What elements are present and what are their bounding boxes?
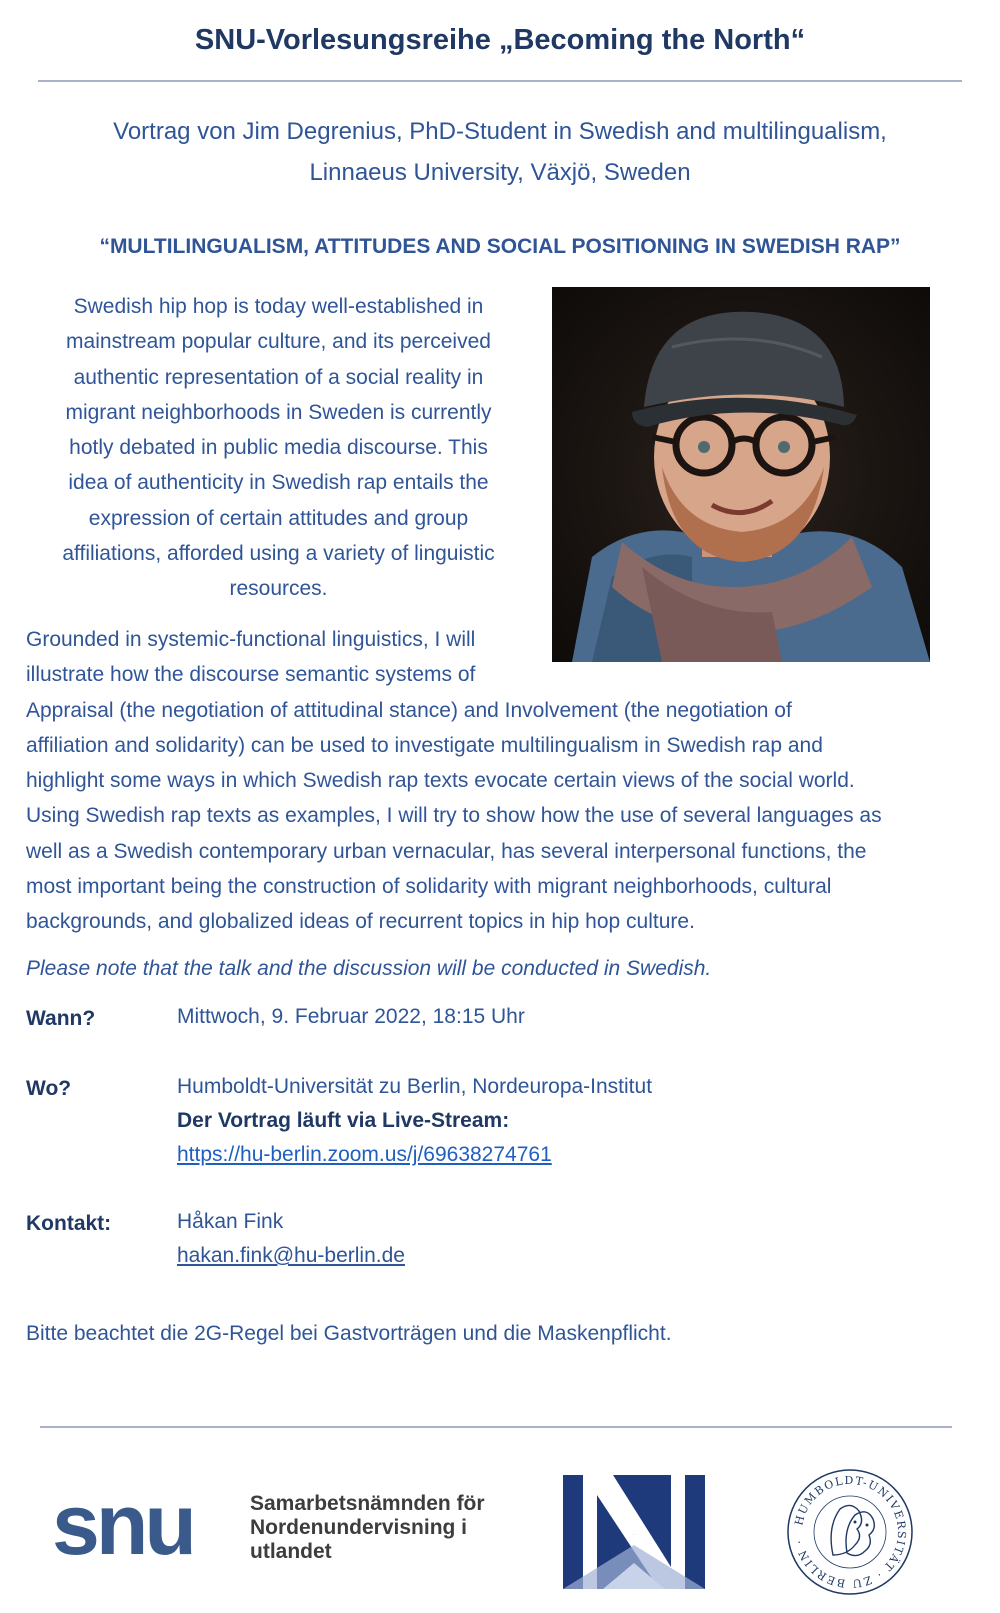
when-label: Wann? <box>26 1007 96 1030</box>
ni-logo-mark: NI <box>633 1535 635 1536</box>
contact-email-link[interactable]: hakan.fink@hu-berlin.de <box>177 1244 405 1267</box>
bottom-divider <box>40 1426 952 1428</box>
abstract-line: affiliations, afforded using a variety of linguistic <box>62 542 495 566</box>
abstract-paragraph-2 <box>26 622 966 940</box>
where-details <box>177 1070 652 1172</box>
where-label: Wo? <box>26 1077 72 1100</box>
abstract-line: Using Swedish rap texts as examples, I will try to show how the use of several languages as <box>26 804 882 828</box>
abstract-line: Swedish hip hop is today well-established in <box>73 295 484 318</box>
contact-details <box>177 1205 405 1273</box>
abstract-line: hotly debated in public media discourse. This <box>69 436 488 460</box>
abstract-line: most important being the construction of solidarity with migrant neighborhoods, cultural <box>26 875 832 899</box>
abstract-line: illustrate how the discourse semantic systems of <box>26 663 476 687</box>
snu-logo <box>52 1482 512 1572</box>
abstract-line: mainstream popular culture, and its perceived <box>66 330 491 354</box>
contact-name: Håkan Fink <box>177 1210 284 1233</box>
top-divider <box>38 80 962 82</box>
abstract-line: highlight some ways in which Swedish rap texts evocate certain views of the social world. <box>26 769 855 793</box>
seal-ring-text: HUMBOLDT-UNIVERSITÄT · ZU BERLIN · <box>792 1473 909 1591</box>
abstract-line: migrant neighborhoods in Sweden is currently <box>65 400 492 424</box>
language-note: Please note that the talk and the discussion will be conducted in Swedish. <box>26 957 712 980</box>
speaker-line-2: Linnaeus University, Växjö, Sweden <box>309 159 691 186</box>
abstract-line: affiliation and solidarity) can be used to investigate multilingualism in Swedish rap and <box>26 733 823 757</box>
abstract-line: backgrounds, and globalized ideas of recurrent topics in hip hop culture. <box>26 910 695 934</box>
abstract-paragraph-1 <box>26 289 531 607</box>
abstract-line: resources. <box>229 577 328 601</box>
abstract-line: authentic representation of a social reality in <box>73 365 484 389</box>
abstract-line: Grounded in systemic-functional linguistics, I will <box>26 628 476 651</box>
stream-link[interactable]: https://hu-berlin.zoom.us/j/69638274761 <box>177 1143 552 1166</box>
contact-label: Kontakt: <box>26 1212 112 1235</box>
stream-label: Der Vortrag läuft via Live-Stream: <box>177 1109 510 1132</box>
speaker-info <box>0 111 1000 193</box>
snu-logo-mark: snu <box>52 1482 193 1572</box>
page-title: SNU-Vorlesungsreihe „Becoming the North“ <box>194 24 806 56</box>
speaker-line-1: Vortrag von Jim Degrenius, PhD-Student in Swedish and multilingualism, <box>113 118 887 145</box>
abstract-line: Appraisal (the negotiation of attitudinal stance) and Involvement (the negotiation of <box>26 698 792 722</box>
nordeuropa-institut-logo <box>563 1475 705 1589</box>
abstract-line: expression of certain attitudes and group <box>88 506 469 530</box>
snu-logo-text-3: utlandet <box>250 1540 332 1563</box>
talk-title: “MULTILINGUALISM, ATTITUDES AND SOCIAL POSITIONING IN SWEDISH RAP” <box>99 235 901 258</box>
speaker-portrait-icon <box>552 287 930 662</box>
covid-rules-note: Bitte beachtet die 2G-Regel bei Gastvorträgen und die Maskenpflicht. <box>26 1322 672 1345</box>
when-value: Mittwoch, 9. Februar 2022, 18:15 Uhr <box>177 1005 525 1028</box>
where-value: Humboldt-Universität zu Berlin, Nordeuropa-Institut <box>177 1075 653 1098</box>
snu-logo-text-1: Samarbetsnämnden för <box>250 1492 485 1515</box>
abstract-line: well as a Swedish contemporary urban vernacular, has several interpersonal functions, the <box>26 839 867 863</box>
snu-logo-text-2: Nordenundervisning i <box>250 1516 468 1539</box>
abstract-line: idea of authenticity in Swedish rap entails the <box>68 471 489 495</box>
humboldt-university-seal <box>785 1467 915 1597</box>
